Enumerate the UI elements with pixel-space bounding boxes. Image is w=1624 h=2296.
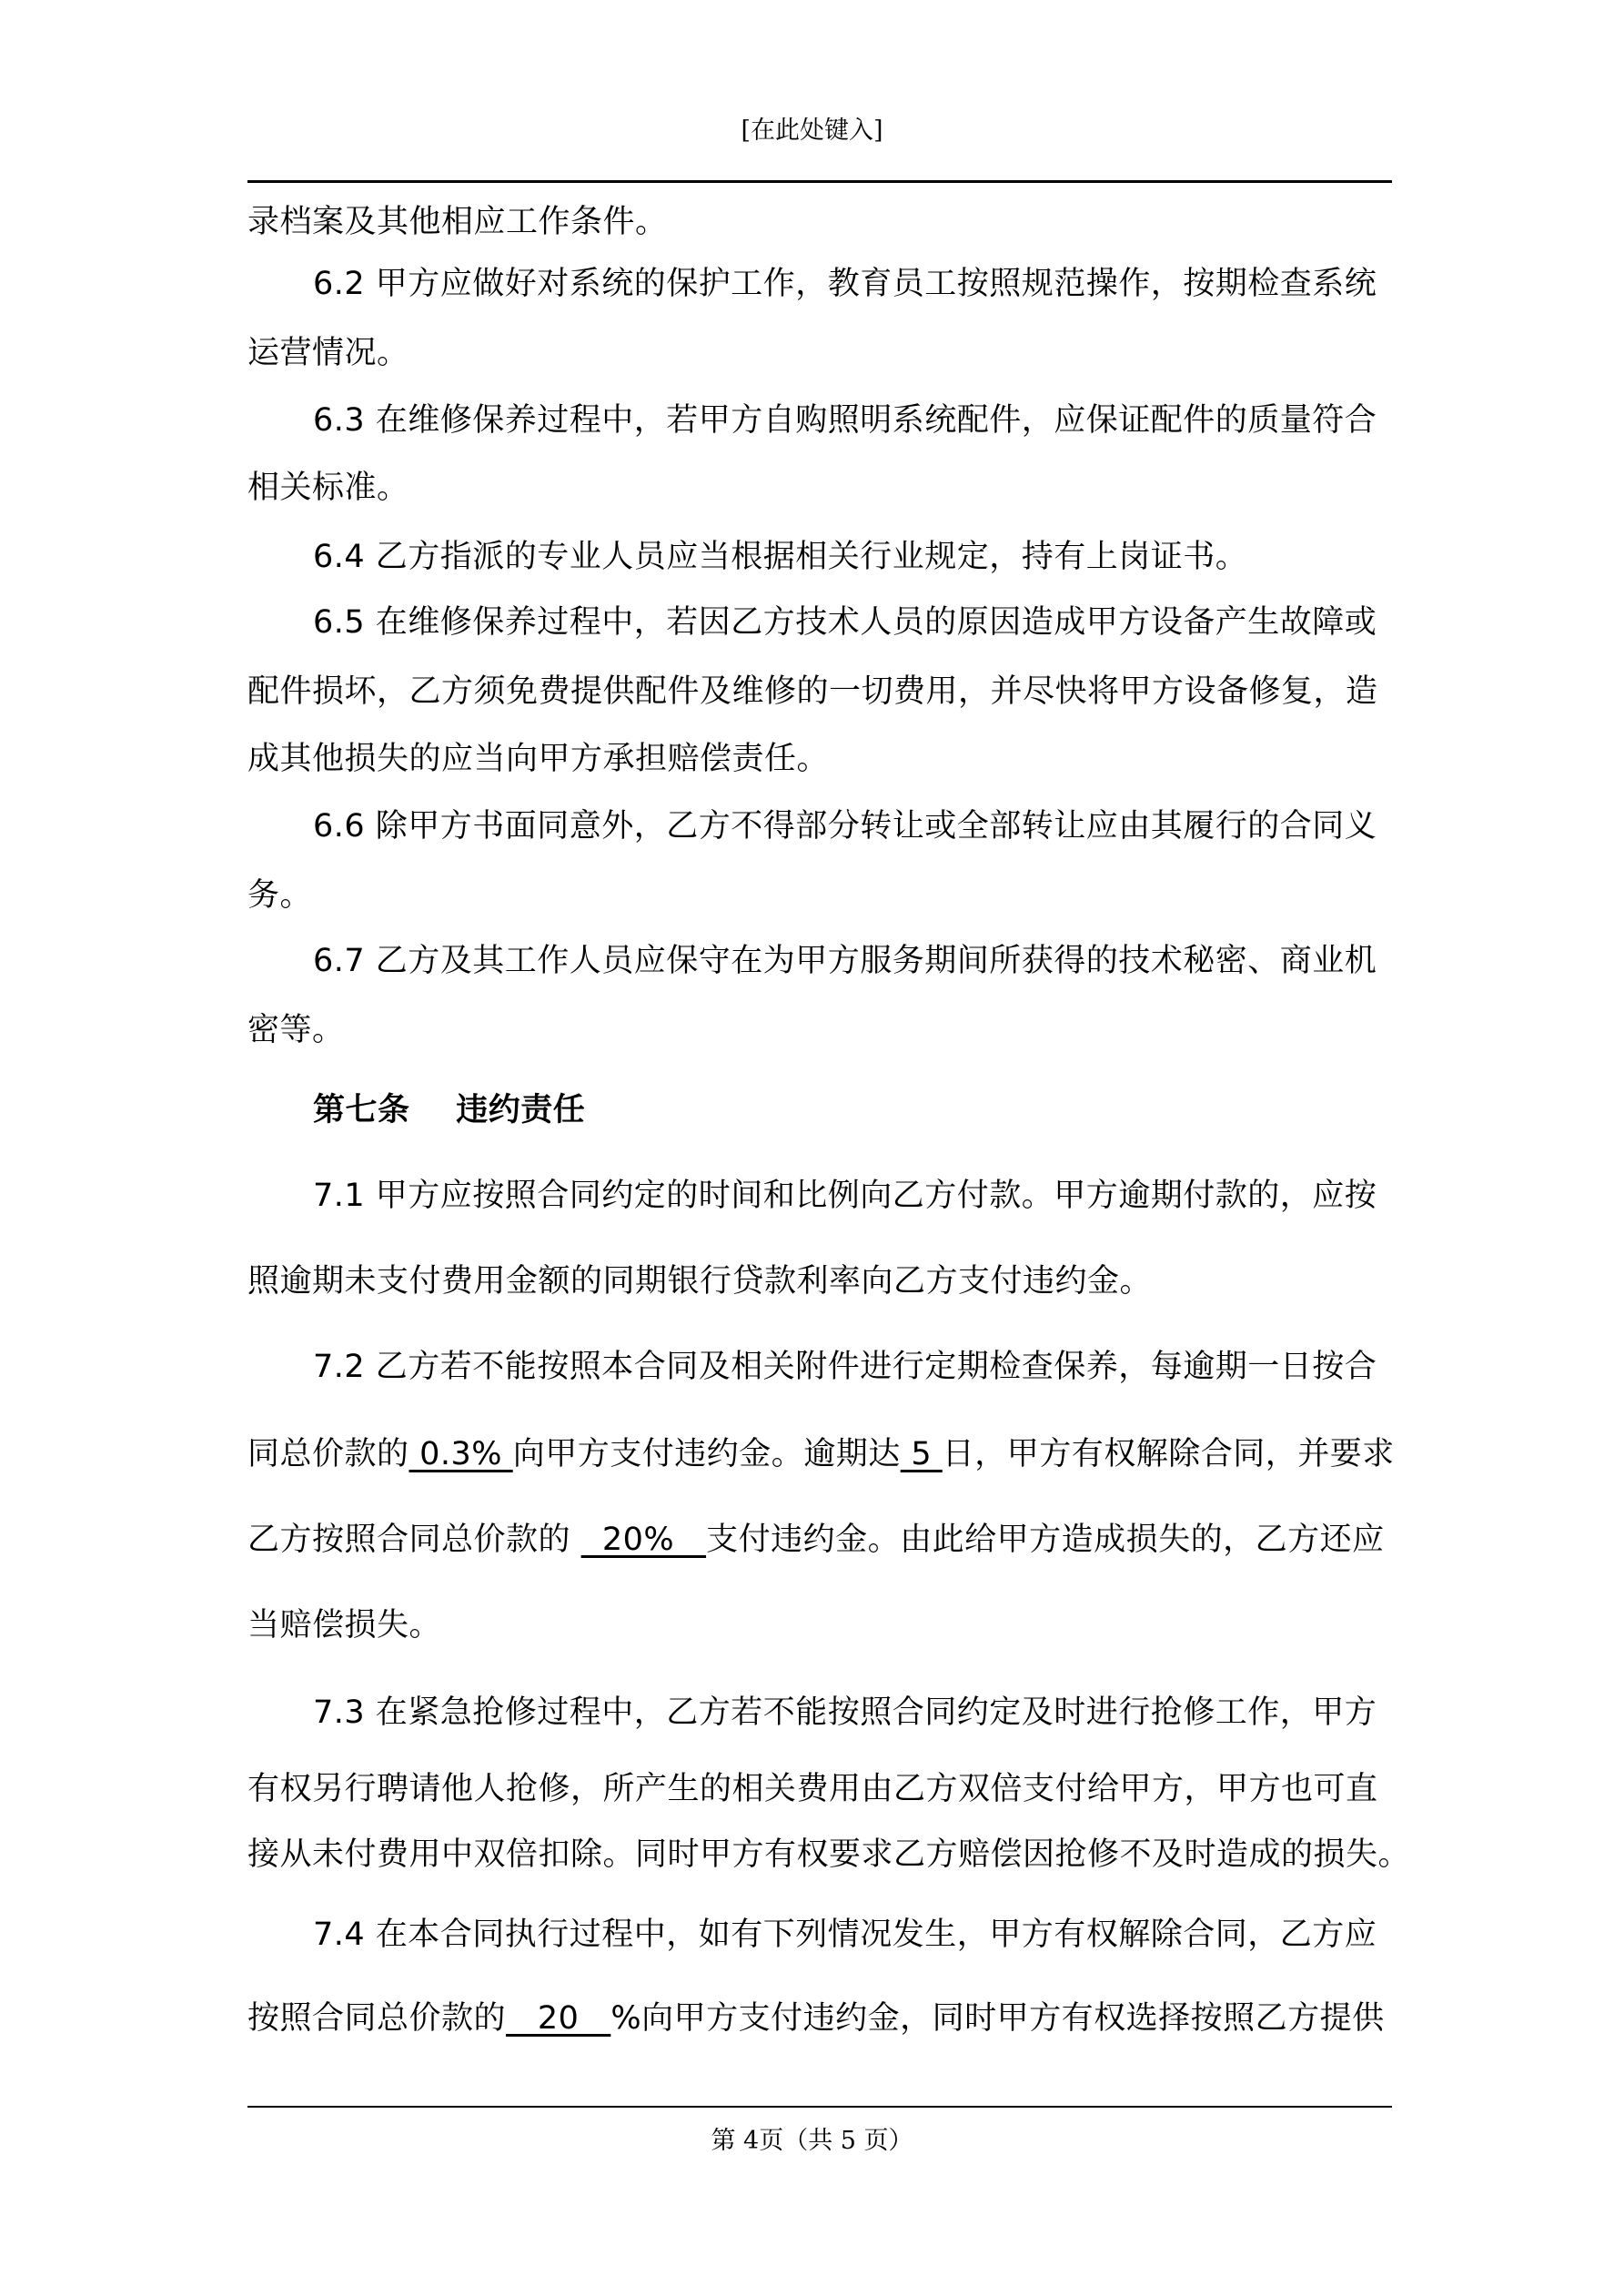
clause-6-3: 6.3 在维修保养过程中，若甲方自购照明系统配件，应保证配件的质量符合 <box>313 402 1377 439</box>
text-segment: 支付违约金。由此给甲方造成损失的，乙方还应 <box>706 1522 1385 1558</box>
clause-6-4: 6.4 乙方指派的专业人员应当根据相关行业规定，持有上岗证书。 <box>313 539 1248 575</box>
clause-7-2-cont-1 <box>247 1434 1395 1474</box>
clause-7-2-cont-2 <box>247 1520 1385 1560</box>
text-segment: 日，甲方有权解除合同，并要求 <box>942 1436 1395 1472</box>
clause-6-2: 6.2 甲方应做好对系统的保护工作，教育员工按照规范操作，按期检查系统 <box>313 266 1377 302</box>
clause-7-2-cont-3: 当赔偿损失。 <box>247 1607 442 1644</box>
text-segment: 乙方按照合同总价款的 <box>247 1522 581 1558</box>
footer-rule <box>247 2106 1392 2108</box>
clause-7-3-cont-2: 接从未付费用中双倍扣除。同时甲方有权要求乙方赔偿因抢修不及时造成的损失。 <box>247 1836 1411 1873</box>
rate-blank: 0.3% <box>409 1436 513 1472</box>
header-rule <box>247 180 1392 183</box>
percent-blank: 20% <box>580 1522 707 1558</box>
clause-6-5-cont-2: 成其他损失的应当向甲方承担赔偿责任。 <box>247 741 830 777</box>
text-segment: 向甲方支付违约金。逾期达 <box>512 1436 901 1472</box>
clause-7-3: 7.3 在紧急抢修过程中，乙方若不能按照合同约定及时进行抢修工作，甲方 <box>313 1694 1377 1731</box>
text-segment: %向甲方支付违约金，同时甲方有权选择按照乙方提供 <box>610 2000 1385 2037</box>
clause-7-4-cont <box>247 1998 1385 2038</box>
body-line-1: 录档案及其他相应工作条件。 <box>247 204 668 240</box>
clause-6-2-cont: 运营情况。 <box>247 335 409 371</box>
clause-7-1: 7.1 甲方应按照合同约定的时间和比例向乙方付款。甲方逾期付款的，应按 <box>313 1178 1377 1214</box>
percent-blank: 20 <box>506 2000 611 2037</box>
text-segment: 同总价款的 <box>247 1436 409 1472</box>
clause-6-6-cont: 务。 <box>247 877 313 914</box>
clause-6-7: 6.7 乙方及其工作人员应保守在为甲方服务期间所获得的技术秘密、商业机 <box>313 943 1377 979</box>
page-header: [在此处键入] <box>741 116 883 145</box>
clause-7-3-cont-1: 有权另行聘请他人抢修，所产生的相关费用由乙方双倍支付给甲方，甲方也可直 <box>247 1771 1378 1807</box>
page-footer: 第 4页（共 5 页） <box>711 2127 913 2155</box>
clause-7-1-cont: 照逾期未支付费用金额的同期银行贷款利率向乙方支付违约金。 <box>247 1263 1153 1300</box>
clause-6-6: 6.6 除甲方书面同意外，乙方不得部分转让或全部转让应由其履行的合同义 <box>313 808 1377 845</box>
clause-6-3-cont: 相关标准。 <box>247 470 409 506</box>
clause-6-5-cont-1: 配件损坏，乙方须免费提供配件及维修的一切费用，并尽快将甲方设备修复，造 <box>247 673 1378 710</box>
clause-7-2: 7.2 乙方若不能按照本合同及相关附件进行定期检查保养，每逾期一日按合 <box>313 1349 1377 1385</box>
text-segment: 按照合同总价款的 <box>247 2000 507 2037</box>
days-blank: 5 <box>900 1436 943 1472</box>
clause-6-5: 6.5 在维修保养过程中，若因乙方技术人员的原因造成甲方设备产生故障或 <box>313 604 1377 641</box>
clause-7-4: 7.4 在本合同执行过程中，如有下列情况发生，甲方有权解除合同，乙方应 <box>313 1917 1377 1953</box>
clause-6-7-cont: 密等。 <box>247 1012 345 1048</box>
article-7-heading: 第七条 违约责任 <box>313 1092 586 1128</box>
